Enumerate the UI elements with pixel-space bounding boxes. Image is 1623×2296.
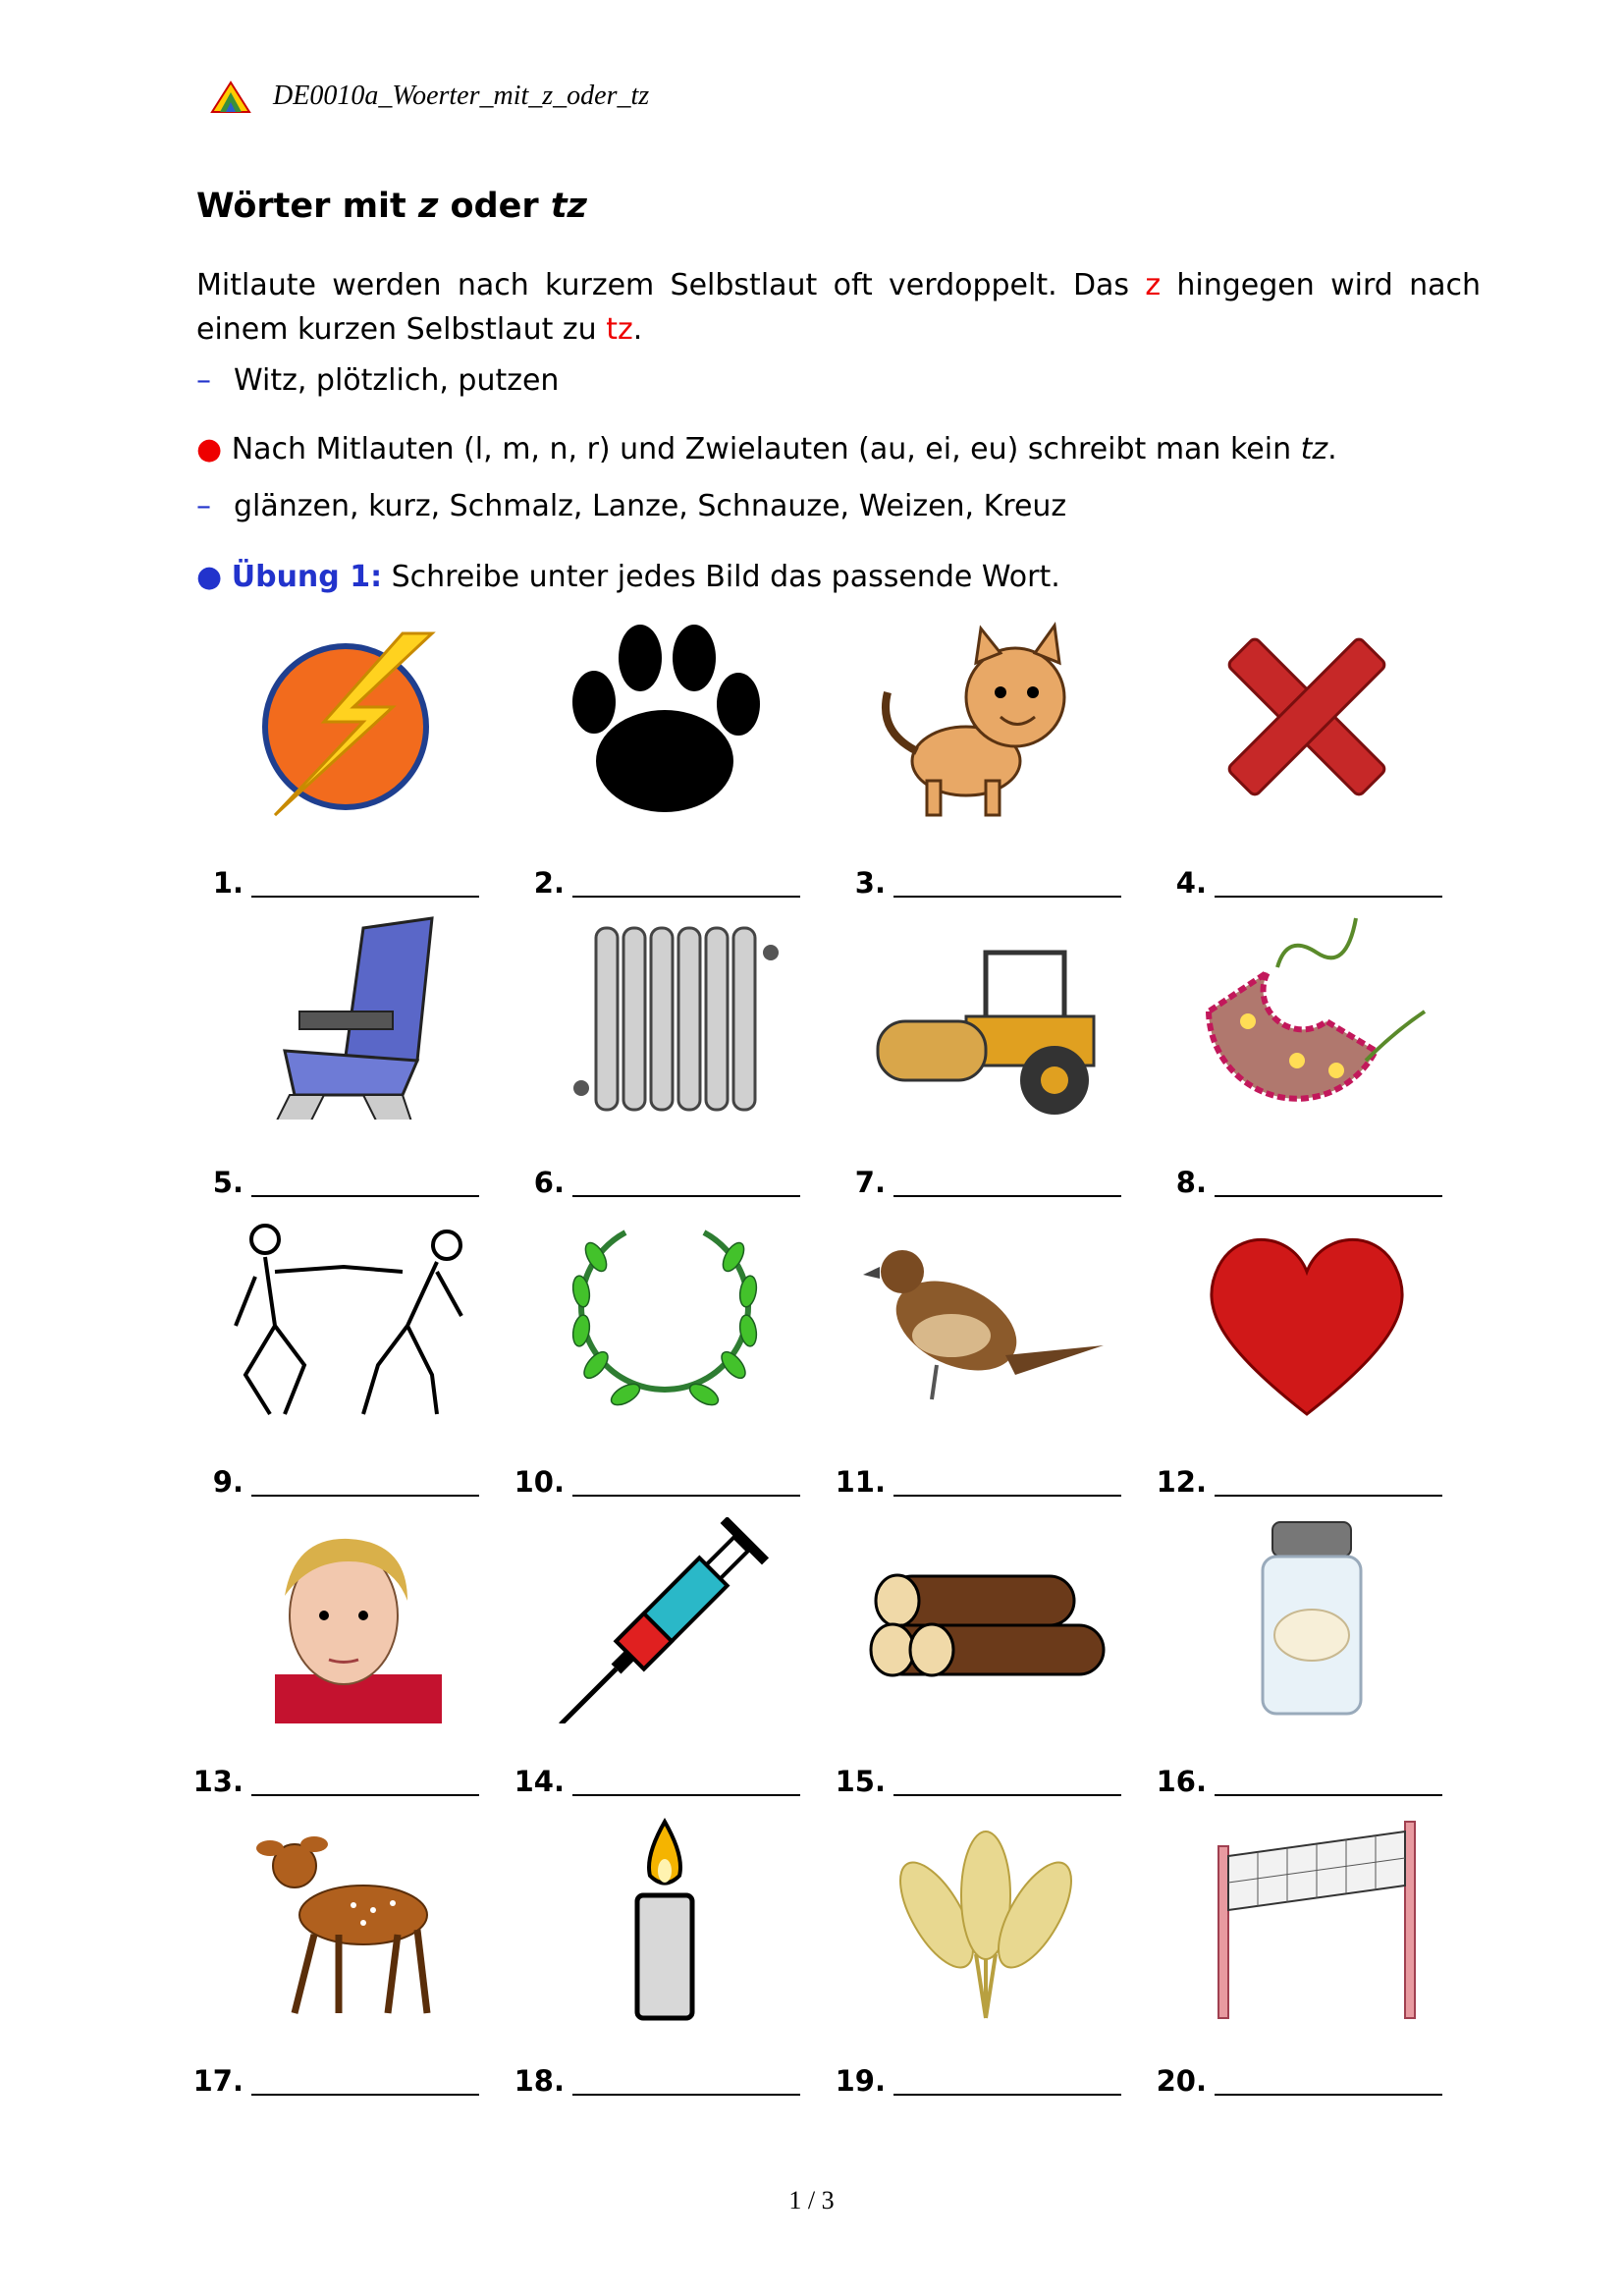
item-number-12: 12. bbox=[1156, 1465, 1207, 1499]
item-number-3: 3. bbox=[854, 866, 886, 900]
answer-line-8[interactable] bbox=[1215, 1195, 1442, 1197]
net-icon bbox=[1179, 1817, 1434, 2023]
item-number-13: 13. bbox=[192, 1765, 243, 1798]
answer-line-4[interactable] bbox=[1215, 896, 1442, 898]
page-title: Wörter mit z oder tz bbox=[196, 187, 587, 226]
item-number-16: 16. bbox=[1156, 1765, 1207, 1798]
answer-line-16[interactable] bbox=[1215, 1794, 1442, 1796]
exercise-instruction: ● Übung 1: Schreibe unter jedes Bild das passende Wort. bbox=[196, 560, 1060, 594]
item-number-17: 17. bbox=[192, 2064, 243, 2098]
item-number-7: 7. bbox=[854, 1166, 886, 1199]
answer-line-10[interactable] bbox=[572, 1495, 800, 1497]
syringe-icon bbox=[537, 1517, 792, 1723]
portrait-icon bbox=[216, 1517, 471, 1723]
sparrow-icon bbox=[858, 1218, 1113, 1424]
item-number-9: 9. bbox=[212, 1465, 243, 1499]
laurel-wreath-icon bbox=[537, 1218, 792, 1424]
answer-line-15[interactable] bbox=[893, 1794, 1121, 1796]
dancers-icon bbox=[216, 1218, 471, 1424]
answer-line-6[interactable] bbox=[572, 1195, 800, 1197]
cross-icon bbox=[1179, 614, 1434, 820]
document-header bbox=[208, 77, 649, 116]
candle-icon bbox=[537, 1817, 792, 2023]
answer-line-1[interactable] bbox=[251, 896, 479, 898]
document-filename: DE0010a_Woerter_mit_z_oder_tz bbox=[273, 81, 650, 111]
item-number-18: 18. bbox=[514, 2064, 565, 2098]
cat-icon bbox=[858, 614, 1113, 820]
answer-line-17[interactable] bbox=[251, 2094, 479, 2096]
item-number-4: 4. bbox=[1175, 866, 1207, 900]
item-number-2: 2. bbox=[533, 866, 565, 900]
item-number-6: 6. bbox=[533, 1166, 565, 1199]
paw-icon bbox=[537, 614, 792, 820]
answer-line-2[interactable] bbox=[572, 896, 800, 898]
item-number-1: 1. bbox=[212, 866, 243, 900]
item-number-5: 5. bbox=[212, 1166, 243, 1199]
fawn-icon bbox=[216, 1817, 471, 2023]
rule-paragraph: ● Nach Mitlauten (l, m, n, r) und Zwielauten (au, ei, eu) schreibt man kein tz. bbox=[196, 432, 1337, 466]
answer-line-20[interactable] bbox=[1215, 2094, 1442, 2096]
example-list-2: – glänzen, kurz, Schmalz, Lanze, Schnauze, Weizen, Kreuz bbox=[196, 489, 1067, 523]
answer-line-12[interactable] bbox=[1215, 1495, 1442, 1497]
item-number-8: 8. bbox=[1175, 1166, 1207, 1199]
answer-line-14[interactable] bbox=[572, 1794, 800, 1796]
item-number-20: 20. bbox=[1156, 2064, 1207, 2098]
answer-line-13[interactable] bbox=[251, 1794, 479, 1796]
seat-icon bbox=[216, 913, 471, 1120]
answer-line-7[interactable] bbox=[893, 1195, 1121, 1197]
item-number-19: 19. bbox=[835, 2064, 886, 2098]
wheat-icon bbox=[858, 1817, 1113, 2023]
answer-line-18[interactable] bbox=[572, 2094, 800, 2096]
answer-line-5[interactable] bbox=[251, 1195, 479, 1197]
answer-line-11[interactable] bbox=[893, 1495, 1121, 1497]
item-number-15: 15. bbox=[835, 1765, 886, 1798]
lightning-icon bbox=[216, 614, 471, 820]
radiator-icon bbox=[537, 913, 792, 1120]
example-list-1: – Witz, plötzlich, putzen bbox=[196, 363, 560, 398]
intro-paragraph: Mitlaute werden nach kurzem Selbstlaut oft verdoppelt. Das z hingegen wird nach einem kurzen Selbstlaut zu tz. bbox=[196, 268, 1481, 347]
page-number: 1 / 3 bbox=[788, 2186, 835, 2214]
item-number-14: 14. bbox=[514, 1765, 565, 1798]
logs-icon bbox=[858, 1517, 1113, 1723]
answer-line-9[interactable] bbox=[251, 1495, 479, 1497]
road-roller-icon bbox=[858, 913, 1113, 1120]
answer-line-3[interactable] bbox=[893, 896, 1121, 898]
logo-icon bbox=[208, 79, 253, 114]
necklace-icon bbox=[1179, 913, 1434, 1120]
heart-icon bbox=[1179, 1218, 1434, 1424]
salt-shaker-icon bbox=[1179, 1517, 1434, 1723]
answer-line-19[interactable] bbox=[893, 2094, 1121, 2096]
item-number-10: 10. bbox=[514, 1465, 565, 1499]
item-number-11: 11. bbox=[835, 1465, 886, 1499]
